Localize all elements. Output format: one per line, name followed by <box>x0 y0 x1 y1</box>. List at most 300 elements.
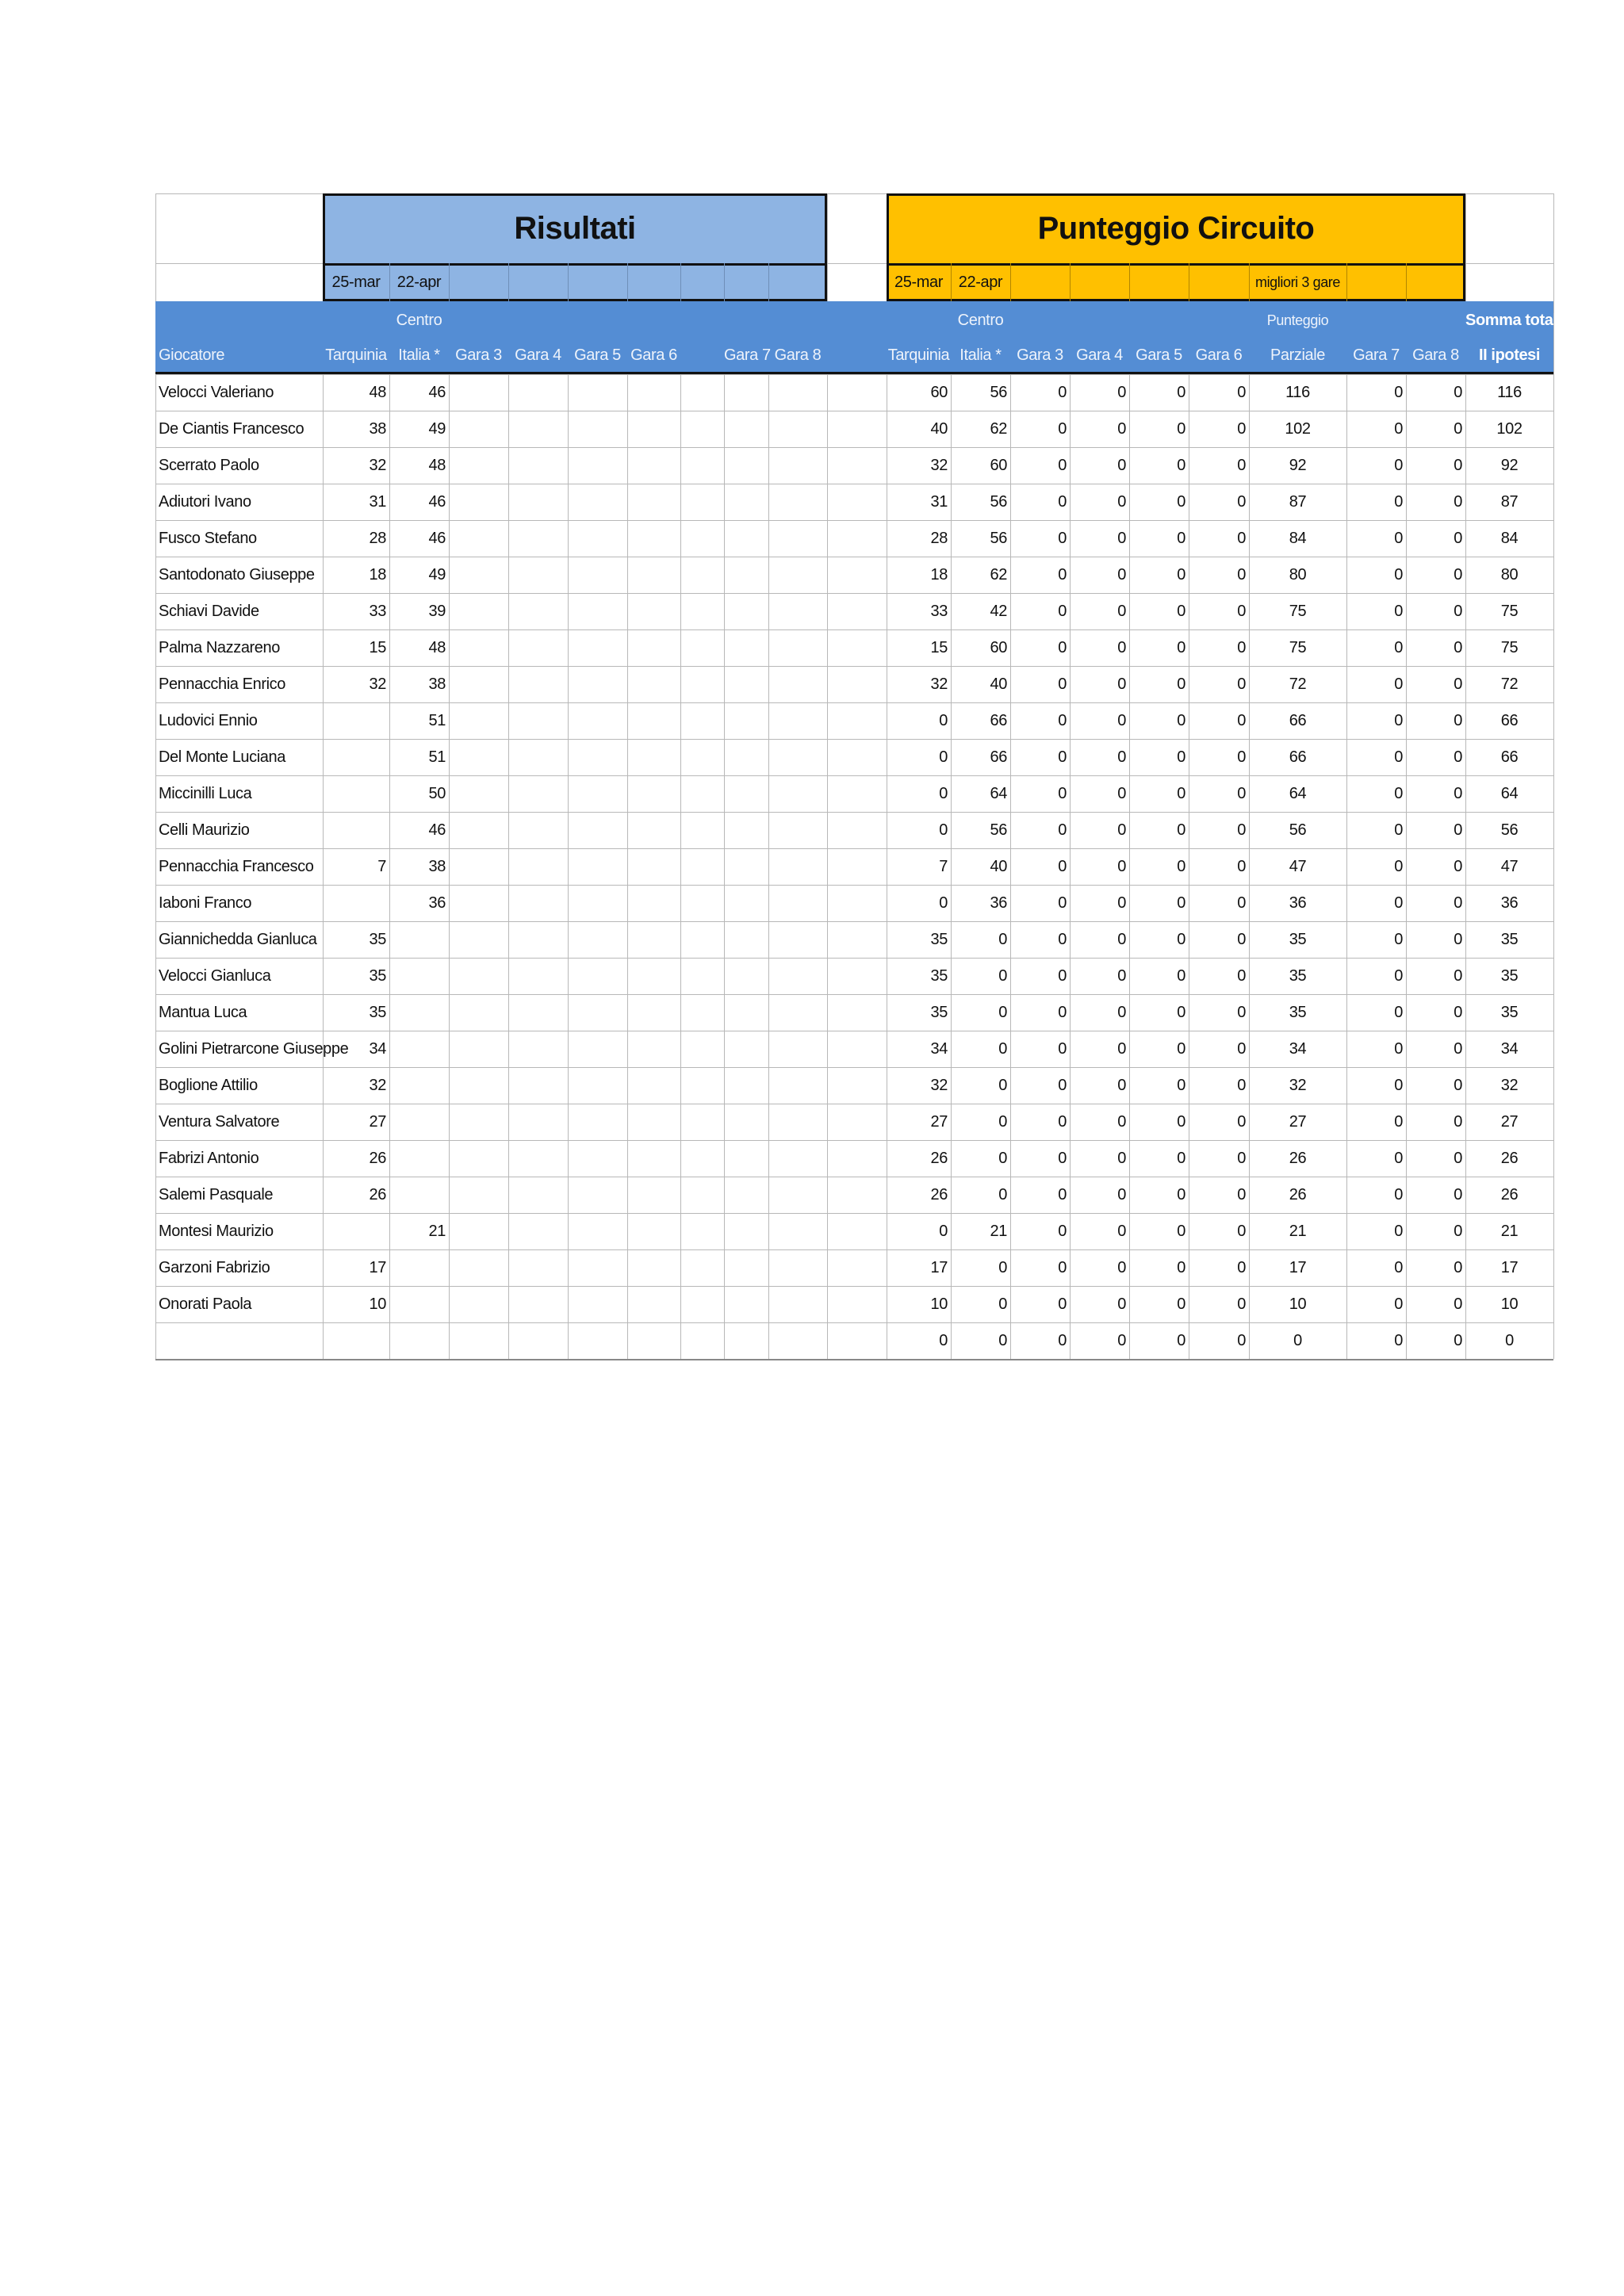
circuit-gara-value: 0 <box>1454 1223 1462 1240</box>
circuit-gara-value: 0 <box>1454 1004 1462 1021</box>
total-score: 80 <box>1500 566 1519 584</box>
total-score: 17 <box>1500 1259 1519 1276</box>
circuit-gara-value: 0 <box>1177 1223 1185 1240</box>
gridline <box>1010 263 1011 301</box>
result-centro-italia: 36 <box>428 894 446 912</box>
circuit-gara-value: 0 <box>1454 967 1462 985</box>
circuit-gara-value: 0 <box>1177 858 1185 875</box>
player-name: Scerrato Paolo <box>159 457 259 474</box>
gridline <box>1129 263 1130 301</box>
partial-score: 35 <box>1289 1004 1307 1021</box>
circuit-gara-value: 0 <box>1454 566 1462 584</box>
result-centro-italia: 49 <box>428 420 446 438</box>
circuit-tarquinia: 0 <box>939 1332 948 1349</box>
circuit-tarquinia: 28 <box>930 530 948 547</box>
column-header: Gara 5 <box>574 346 621 364</box>
circuit-gara-value: 0 <box>1117 967 1126 985</box>
circuit-tarquinia: 32 <box>930 1077 948 1094</box>
circuit-gara-value: 0 <box>1058 1040 1067 1058</box>
circuit-gara-value: 0 <box>1058 675 1067 693</box>
circuit-gara-value: 0 <box>1177 748 1185 766</box>
circuit-gara-value: 0 <box>1058 1259 1067 1276</box>
circuit-gara-value: 0 <box>1237 785 1246 802</box>
total-score: 35 <box>1500 967 1519 985</box>
circuit-gara-value: 0 <box>1237 748 1246 766</box>
circuit-gara-value: 0 <box>1117 748 1126 766</box>
circuit-gara-value: 0 <box>1117 821 1126 839</box>
result-tarquinia: 35 <box>369 1004 386 1021</box>
circuit-gara-value: 0 <box>1394 748 1403 766</box>
circuit-gara-value: 0 <box>1177 1004 1185 1021</box>
circuit-gara-value: 0 <box>1058 785 1067 802</box>
player-name: Fusco Stefano <box>159 530 257 547</box>
circuit-centro-italia: 0 <box>998 967 1007 985</box>
circuit-centro-italia: 42 <box>990 603 1007 620</box>
circuit-centro-italia: 56 <box>990 821 1007 839</box>
circuit-gara-value: 0 <box>1177 457 1185 474</box>
partial-score: 66 <box>1289 712 1307 729</box>
result-centro-italia: 49 <box>428 566 446 584</box>
circuit-tarquinia: 35 <box>930 931 948 948</box>
result-centro-italia: 38 <box>428 675 446 693</box>
circuit-gara-value: 0 <box>1058 1077 1067 1094</box>
column-header: Gara 7 <box>1353 346 1400 364</box>
gridline <box>1553 193 1554 1359</box>
circuit-gara-value: 0 <box>1454 493 1462 511</box>
total-score: 10 <box>1500 1295 1519 1313</box>
circuit-gara-value: 0 <box>1394 785 1403 802</box>
circuit-centro-italia: 66 <box>990 712 1007 729</box>
circuit-gara-value: 0 <box>1237 457 1246 474</box>
gridline <box>1406 263 1407 301</box>
partial-score: 102 <box>1285 420 1311 438</box>
circuit-gara-value: 0 <box>1117 384 1126 401</box>
circuit-centro-italia: 0 <box>998 1295 1007 1313</box>
partial-score: 26 <box>1289 1150 1307 1167</box>
circuit-gara-value: 0 <box>1237 603 1246 620</box>
circuit-tarquinia: 26 <box>930 1150 948 1167</box>
result-centro-italia: 46 <box>428 493 446 511</box>
circuit-gara-value: 0 <box>1177 712 1185 729</box>
circuit-centro-italia: 60 <box>990 457 1007 474</box>
player-name: De Ciantis Francesco <box>159 420 304 438</box>
circuit-gara-value: 0 <box>1394 894 1403 912</box>
circuit-gara-value: 0 <box>1117 639 1126 656</box>
result-centro-italia: 51 <box>428 712 446 729</box>
total-score: 102 <box>1496 420 1522 438</box>
circuit-centro-italia: 0 <box>998 1113 1007 1131</box>
circuit-gara-value: 0 <box>1237 1223 1246 1240</box>
circuit-gara-value: 0 <box>1058 1186 1067 1203</box>
circuit-gara-value: 0 <box>1177 1150 1185 1167</box>
circuit-gara-value: 0 <box>1058 894 1067 912</box>
circuit-centro-italia: 64 <box>990 785 1007 802</box>
circuit-gara-value: 0 <box>1237 1186 1246 1203</box>
circuit-gara-value: 0 <box>1237 712 1246 729</box>
circuit-gara-value: 0 <box>1117 1113 1126 1131</box>
circuit-centro-italia: 0 <box>998 1186 1007 1203</box>
circuit-gara-value: 0 <box>1454 420 1462 438</box>
circuit-gara-value: 0 <box>1117 530 1126 547</box>
result-tarquinia: 7 <box>377 858 386 875</box>
player-name: Miccinilli Luca <box>159 785 252 802</box>
partial-score: 80 <box>1289 566 1307 584</box>
result-centro-italia: 51 <box>428 748 446 766</box>
circuit-gara-value: 0 <box>1117 457 1126 474</box>
player-name: Ludovici Ennio <box>159 712 258 729</box>
player-name: Ventura Salvatore <box>159 1113 280 1131</box>
partial-score: 47 <box>1289 858 1307 875</box>
gridline <box>768 263 769 301</box>
circuit-gara-value: 0 <box>1058 712 1067 729</box>
circuit-gara-value: 0 <box>1237 1113 1246 1131</box>
partial-score: 56 <box>1289 821 1307 839</box>
circuit-gara-value: 0 <box>1237 1004 1246 1021</box>
circuit-gara-value: 0 <box>1394 530 1403 547</box>
result-tarquinia <box>323 702 389 739</box>
circuit-gara-value: 0 <box>1237 384 1246 401</box>
circuit-gara-value: 0 <box>1117 858 1126 875</box>
circuit-gara-value: 0 <box>1454 748 1462 766</box>
circuit-gara-value: 0 <box>1058 639 1067 656</box>
column-header-top: Punteggio <box>1266 312 1329 328</box>
total-score: 66 <box>1500 712 1519 729</box>
circuit-gara-value: 0 <box>1058 530 1067 547</box>
total-score: 21 <box>1500 1223 1519 1240</box>
circuit-gara-value: 0 <box>1177 1186 1185 1203</box>
circuit-gara-value: 0 <box>1058 821 1067 839</box>
result-tarquinia <box>323 775 389 812</box>
column-header: Tarquinia <box>887 346 950 364</box>
circuit-gara-value: 0 <box>1177 675 1185 693</box>
result-tarquinia: 18 <box>369 566 386 584</box>
partial-score: 92 <box>1289 457 1307 474</box>
partial-score: 66 <box>1289 748 1307 766</box>
circuit-gara-value: 0 <box>1454 1150 1462 1167</box>
circuit-gara-value: 0 <box>1237 931 1246 948</box>
circuit-tarquinia: 15 <box>930 639 948 656</box>
circuit-gara-value: 0 <box>1454 894 1462 912</box>
circuit-gara-value: 0 <box>1117 1332 1126 1349</box>
circuit-gara-value: 0 <box>1177 1332 1185 1349</box>
circuit-tarquinia: 17 <box>930 1259 948 1276</box>
circuit-gara-value: 0 <box>1394 1295 1403 1313</box>
gridline <box>568 263 569 301</box>
circuit-gara-value: 0 <box>1117 894 1126 912</box>
result-centro-italia: 21 <box>428 1223 446 1240</box>
partial-score: 26 <box>1289 1186 1307 1203</box>
score-spreadsheet <box>155 193 1566 1357</box>
table-bottom-border <box>155 1359 1553 1360</box>
result-centro-italia: 50 <box>428 785 446 802</box>
result-tarquinia: 26 <box>369 1150 386 1167</box>
circuit-gara-value: 0 <box>1177 1259 1185 1276</box>
circuit-gara-value: 0 <box>1394 639 1403 656</box>
circuit-gara-value: 0 <box>1237 894 1246 912</box>
circuit-gara-value: 0 <box>1117 1150 1126 1167</box>
circuit-tarquinia: 31 <box>930 493 948 511</box>
result-tarquinia: 34 <box>369 1040 386 1058</box>
gridline <box>508 263 509 301</box>
circuit-gara-value: 0 <box>1237 1150 1246 1167</box>
circuit-tarquinia: 7 <box>939 858 948 875</box>
total-score: 27 <box>1500 1113 1519 1131</box>
circuit-gara-value: 0 <box>1454 1040 1462 1058</box>
circuit-gara-value: 0 <box>1177 1040 1185 1058</box>
circuit-gara-value: 0 <box>1058 493 1067 511</box>
circuit-gara-value: 0 <box>1454 639 1462 656</box>
circuit-gara-value: 0 <box>1394 1332 1403 1349</box>
circuit-gara-value: 0 <box>1177 967 1185 985</box>
circuit-gara-value: 0 <box>1117 566 1126 584</box>
partial-score: 34 <box>1289 1040 1307 1058</box>
circuit-centro-italia: 40 <box>990 858 1007 875</box>
circuit-gara-value: 0 <box>1237 1295 1246 1313</box>
circuit-gara-value: 0 <box>1058 420 1067 438</box>
total-score: 35 <box>1500 1004 1519 1021</box>
circuit-tarquinia: 18 <box>930 566 948 584</box>
column-header: Italia * <box>959 346 1002 364</box>
column-header: Parziale <box>1270 346 1326 364</box>
total-score: 66 <box>1500 748 1519 766</box>
result-centro-italia <box>389 1249 449 1286</box>
date-label: 22-apr <box>958 274 1003 291</box>
circuit-gara-value: 0 <box>1237 1040 1246 1058</box>
result-tarquinia: 26 <box>369 1186 386 1203</box>
circuit-tarquinia: 60 <box>930 384 948 401</box>
column-header: II ipotesi <box>1478 346 1541 364</box>
circuit-tarquinia: 33 <box>930 603 948 620</box>
results-title: Risultati <box>514 211 636 246</box>
circuit-gara-value: 0 <box>1454 1332 1462 1349</box>
player-name: Velocci Gianluca <box>159 967 271 985</box>
circuit-gara-value: 0 <box>1454 603 1462 620</box>
circuit-gara-value: 0 <box>1177 639 1185 656</box>
result-centro-italia: 46 <box>428 821 446 839</box>
circuit-tarquinia: 32 <box>930 675 948 693</box>
circuit-gara-value: 0 <box>1177 530 1185 547</box>
total-score: 26 <box>1500 1186 1519 1203</box>
result-centro-italia <box>389 1140 449 1177</box>
player-name: Del Monte Luciana <box>159 748 285 766</box>
circuit-gara-value: 0 <box>1394 712 1403 729</box>
result-centro-italia: 39 <box>428 603 446 620</box>
circuit-gara-value: 0 <box>1177 821 1185 839</box>
circuit-gara-value: 0 <box>1117 1259 1126 1276</box>
gridline <box>449 263 450 301</box>
player-name: Boglione Attilio <box>159 1077 258 1094</box>
circuit-gara-value: 0 <box>1394 1040 1403 1058</box>
circuit-gara-value: 0 <box>1454 384 1462 401</box>
player-name: Mantua Luca <box>159 1004 247 1021</box>
circuit-gara-value: 0 <box>1394 1077 1403 1094</box>
result-centro-italia: 48 <box>428 639 446 656</box>
player-name: Golini Pietrarcone Giuseppe <box>159 1040 349 1058</box>
total-score: 116 <box>1497 384 1522 401</box>
date-label: 25-mar <box>331 274 381 291</box>
player-name: Pennacchia Francesco <box>159 858 314 875</box>
circuit-gara-value: 0 <box>1058 566 1067 584</box>
result-centro-italia <box>389 1104 449 1140</box>
result-tarquinia: 48 <box>369 384 386 401</box>
circuit-gara-value: 0 <box>1394 603 1403 620</box>
result-tarquinia: 17 <box>369 1259 386 1276</box>
circuit-gara-value: 0 <box>1058 748 1067 766</box>
circuit-gara-value: 0 <box>1058 931 1067 948</box>
circuit-gara-value: 0 <box>1117 1004 1126 1021</box>
gridline <box>627 263 628 301</box>
result-centro-italia <box>389 1286 449 1322</box>
result-centro-italia <box>389 1322 449 1359</box>
circuit-gara-value: 0 <box>1394 967 1403 985</box>
circuit-centro-italia: 56 <box>990 493 1007 511</box>
circuit-centro-italia: 36 <box>990 894 1007 912</box>
date-label: 22-apr <box>396 274 442 291</box>
circuit-gara-value: 0 <box>1394 1004 1403 1021</box>
result-centro-italia <box>389 994 449 1031</box>
player-name: Schiavi Davide <box>159 603 259 620</box>
circuit-gara-value: 0 <box>1394 420 1403 438</box>
circuit-gara-value: 0 <box>1394 931 1403 948</box>
result-centro-italia <box>389 1031 449 1067</box>
player-name: Salemi Pasquale <box>159 1186 274 1203</box>
player-name: Adiutori Ivano <box>159 493 251 511</box>
circuit-gara-value: 0 <box>1454 1295 1462 1313</box>
column-header: Tarquinia <box>325 346 387 364</box>
circuit-gara-value: 0 <box>1237 639 1246 656</box>
partial-score: 84 <box>1289 530 1307 547</box>
partial-score: 17 <box>1289 1259 1307 1276</box>
circuit-tarquinia: 35 <box>930 967 948 985</box>
circuit-gara-value: 0 <box>1237 967 1246 985</box>
best-three-note: migliori 3 gare <box>1254 274 1341 290</box>
player-name: Velocci Valeriano <box>159 384 274 401</box>
circuit-gara-value: 0 <box>1454 675 1462 693</box>
partial-score: 0 <box>1293 1332 1302 1349</box>
circuit-gara-value: 0 <box>1454 858 1462 875</box>
gridline <box>1346 263 1347 301</box>
circuit-tarquinia: 0 <box>939 894 948 912</box>
partial-score: 87 <box>1289 493 1307 511</box>
partial-score: 75 <box>1289 639 1307 656</box>
circuit-gara-value: 0 <box>1454 457 1462 474</box>
column-header-top: Centro <box>957 312 1004 329</box>
total-score: 56 <box>1500 821 1519 839</box>
column-header: Gara 3 <box>1017 346 1063 364</box>
total-score: 0 <box>1505 1332 1514 1349</box>
gridline <box>680 263 681 301</box>
circuit-centro-italia: 21 <box>990 1223 1007 1240</box>
circuit-gara-value: 0 <box>1058 1150 1067 1167</box>
column-header: Gara 4 <box>515 346 561 364</box>
total-score: 84 <box>1500 530 1519 547</box>
circuit-tarquinia: 10 <box>930 1295 948 1313</box>
circuit-gara-value: 0 <box>1394 566 1403 584</box>
player-name: Garzoni Fabrizio <box>159 1259 270 1276</box>
circuit-gara-value: 0 <box>1394 675 1403 693</box>
gridline <box>724 263 725 301</box>
circuit-gara-value: 0 <box>1237 566 1246 584</box>
column-header-top: Somma totale <box>1465 312 1566 329</box>
result-tarquinia: 35 <box>369 931 386 948</box>
column-header: Gara 8 <box>774 346 822 364</box>
result-tarquinia: 15 <box>369 639 386 656</box>
circuit-gara-value: 0 <box>1237 858 1246 875</box>
partial-score: 64 <box>1289 785 1307 802</box>
partial-score: 10 <box>1289 1295 1307 1313</box>
result-centro-italia: 46 <box>428 530 446 547</box>
circuit-gara-value: 0 <box>1394 384 1403 401</box>
circuit-gara-value: 0 <box>1394 821 1403 839</box>
circuit-gara-value: 0 <box>1177 420 1185 438</box>
circuit-centro-italia: 66 <box>990 748 1007 766</box>
column-header: Gara 7 <box>724 346 771 364</box>
column-header: Gara 8 <box>1412 346 1459 364</box>
circuit-gara-value: 0 <box>1394 858 1403 875</box>
result-centro-italia <box>389 1067 449 1104</box>
result-tarquinia: 35 <box>369 967 386 985</box>
circuit-gara-value: 0 <box>1237 1332 1246 1349</box>
result-tarquinia: 28 <box>369 530 386 547</box>
partial-score: 75 <box>1289 603 1307 620</box>
player-name: Montesi Maurizio <box>159 1223 274 1240</box>
total-score: 87 <box>1500 493 1519 511</box>
circuit-gara-value: 0 <box>1117 1295 1126 1313</box>
column-header-player: Giocatore <box>159 346 225 364</box>
circuit-centro-italia: 0 <box>998 1332 1007 1349</box>
circuit-gara-value: 0 <box>1454 1077 1462 1094</box>
circuit-gara-value: 0 <box>1058 967 1067 985</box>
column-header: Gara 5 <box>1136 346 1182 364</box>
circuit-gara-value: 0 <box>1117 785 1126 802</box>
circuit-centro-italia: 0 <box>998 1150 1007 1167</box>
circuit-gara-value: 0 <box>1454 1113 1462 1131</box>
circuit-gara-value: 0 <box>1177 566 1185 584</box>
circuit-gara-value: 0 <box>1117 1077 1126 1094</box>
partial-score: 116 <box>1285 384 1310 401</box>
total-score: 32 <box>1500 1077 1519 1094</box>
circuit-gara-value: 0 <box>1237 530 1246 547</box>
circuit-gara-value: 0 <box>1177 1077 1185 1094</box>
circuit-tarquinia: 0 <box>939 785 948 802</box>
circuit-gara-value: 0 <box>1058 1113 1067 1131</box>
circuit-gara-value: 0 <box>1058 1004 1067 1021</box>
circuit-centro-italia: 62 <box>990 420 1007 438</box>
player-name: Onorati Paola <box>159 1295 252 1313</box>
circuit-gara-value: 0 <box>1237 675 1246 693</box>
result-tarquinia <box>323 812 389 848</box>
player-name: Fabrizi Antonio <box>159 1150 259 1167</box>
circuit-centro-italia: 0 <box>998 1259 1007 1276</box>
column-header: Italia * <box>398 346 440 364</box>
total-score: 72 <box>1500 675 1519 693</box>
player-name: Iaboni Franco <box>159 894 252 912</box>
circuit-gara-value: 0 <box>1117 493 1126 511</box>
circuit-centro-italia: 0 <box>998 1077 1007 1094</box>
partial-score: 72 <box>1289 675 1307 693</box>
circuit-centro-italia: 0 <box>998 931 1007 948</box>
circuit-gara-value: 0 <box>1237 1259 1246 1276</box>
player-name: Pennacchia Enrico <box>159 675 285 693</box>
result-tarquinia: 32 <box>369 457 386 474</box>
partial-score: 21 <box>1289 1223 1307 1240</box>
circuit-gara-value: 0 <box>1177 785 1185 802</box>
result-tarquinia <box>323 885 389 921</box>
circuit-gara-value: 0 <box>1454 785 1462 802</box>
circuit-tarquinia: 0 <box>939 1223 948 1240</box>
circuit-gara-value: 0 <box>1117 1223 1126 1240</box>
circuit-gara-value: 0 <box>1177 894 1185 912</box>
